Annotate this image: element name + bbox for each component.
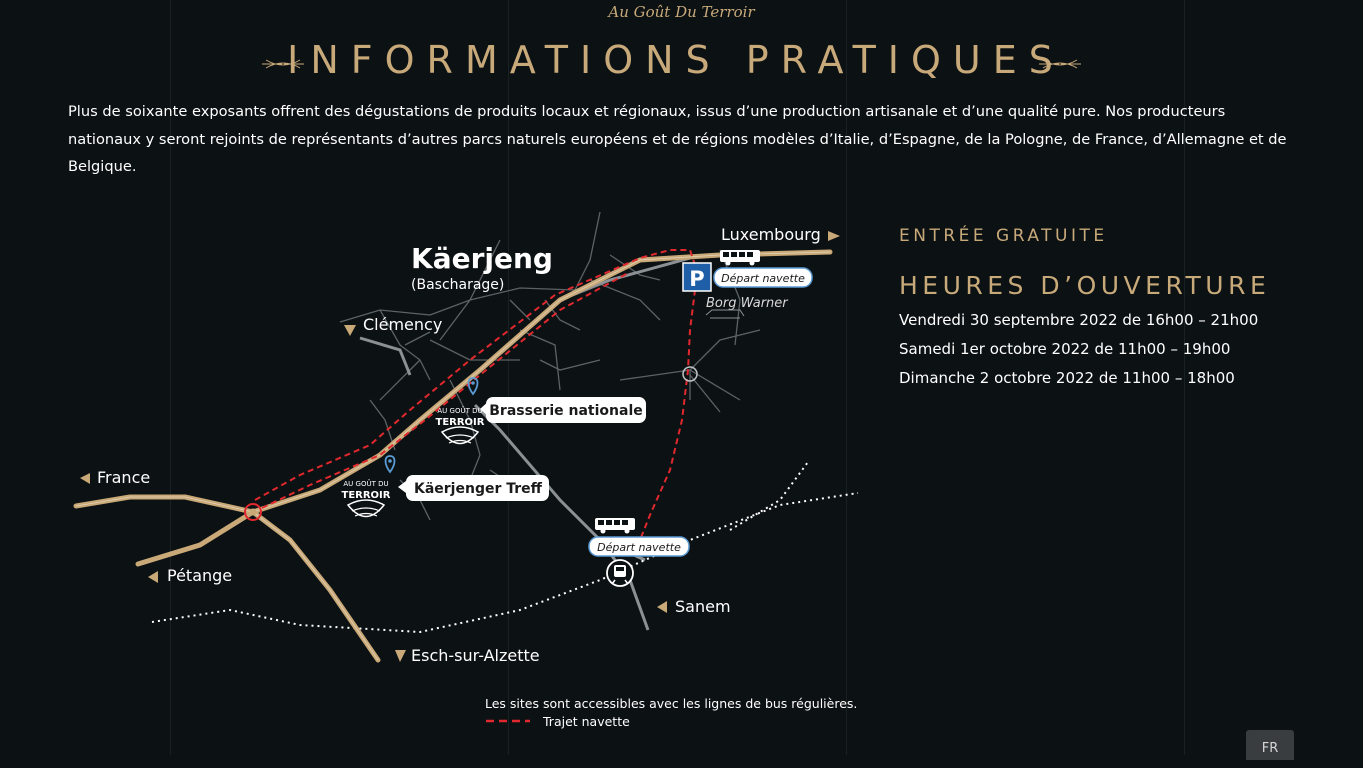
town-name: Käerjeng [411, 242, 553, 275]
location-pin-icon [469, 378, 478, 394]
opening-hours-line: Dimanche 2 octobre 2022 de 11h00 – 18h00 [899, 369, 1235, 387]
page-title: INFORMATIONS PRATIQUES [287, 38, 1065, 82]
destination-clemency: Clémency [363, 315, 443, 334]
parking-label: P [689, 267, 705, 291]
svg-text:TERROIR: TERROIR [341, 490, 391, 501]
arrow-down-icon [395, 650, 406, 662]
access-map [60, 195, 870, 740]
opening-hours-title: HEURES D’OUVERTURE [899, 271, 1271, 300]
info-panel [899, 226, 1339, 387]
venue-brasserie-label: Brasserie nationale [489, 403, 643, 419]
bus-icon [595, 518, 635, 534]
train-station-icon [607, 560, 633, 586]
arrow-down-left-icon [344, 325, 356, 336]
bus-icon [720, 250, 760, 266]
arrow-left-icon [148, 571, 158, 583]
location-pin-icon [386, 456, 395, 472]
language-switcher-button[interactable]: FR [1246, 730, 1294, 760]
svg-text:AU GOÛT DU: AU GOÛT DU [437, 407, 483, 415]
arrow-left-icon [80, 473, 90, 484]
arrow-right-icon [828, 231, 840, 241]
au-gout-du-terroir-logo [342, 479, 391, 517]
borg-warner-label: Borg Warner [706, 296, 788, 311]
map-note: Les sites sont accessibles avec les lignes de bus régulières. [485, 696, 858, 711]
shuttle-departure-label: Départ navette [597, 541, 681, 554]
intro-paragraph: Plus de soixante exposants offrent des dégustations de produits locaux et régionaux, issus d’une production artisanale et d’une qualité pure. Nos producteurs nationaux y seront rejoints de représentants d’autres parcs naturels européens et de régions modèles d’Italie, d’Espagne, de la Pologne, de France, d’Allemagne et de Belgique. [68, 103, 1287, 175]
opening-hours-line: Vendredi 30 septembre 2022 de 16h00 – 21h00 [899, 311, 1259, 329]
roundabout-center [250, 509, 257, 516]
town-subtitle: (Bascharage) [411, 277, 505, 293]
brand-script-title: Au Goût Du Terroir [608, 3, 755, 21]
arrow-left-icon [657, 601, 667, 613]
shuttle-departure-label: Départ navette [721, 272, 805, 285]
au-gout-du-terroir-logo [436, 406, 485, 444]
legend-shuttle-label: Trajet navette [543, 714, 630, 729]
free-entry-label: ENTRÉE GRATUITE [899, 226, 1108, 246]
destination-luxembourg: Luxembourg [721, 225, 821, 244]
svg-text:TERROIR: TERROIR [435, 417, 485, 428]
secondary-roads [360, 258, 690, 630]
right-flourish-icon [1039, 56, 1081, 72]
destination-esch: Esch-sur-Alzette [411, 646, 540, 665]
destination-france: France [97, 468, 151, 487]
svg-text:AU GOÛT DU: AU GOÛT DU [343, 480, 389, 488]
venue-treff-label: Käerjenger Treff [413, 481, 543, 497]
opening-hours-line: Samedi 1er octobre 2022 de 11h00 – 19h00 [899, 340, 1231, 358]
destination-sanem: Sanem [675, 597, 731, 616]
destination-petange: Pétange [167, 566, 233, 585]
